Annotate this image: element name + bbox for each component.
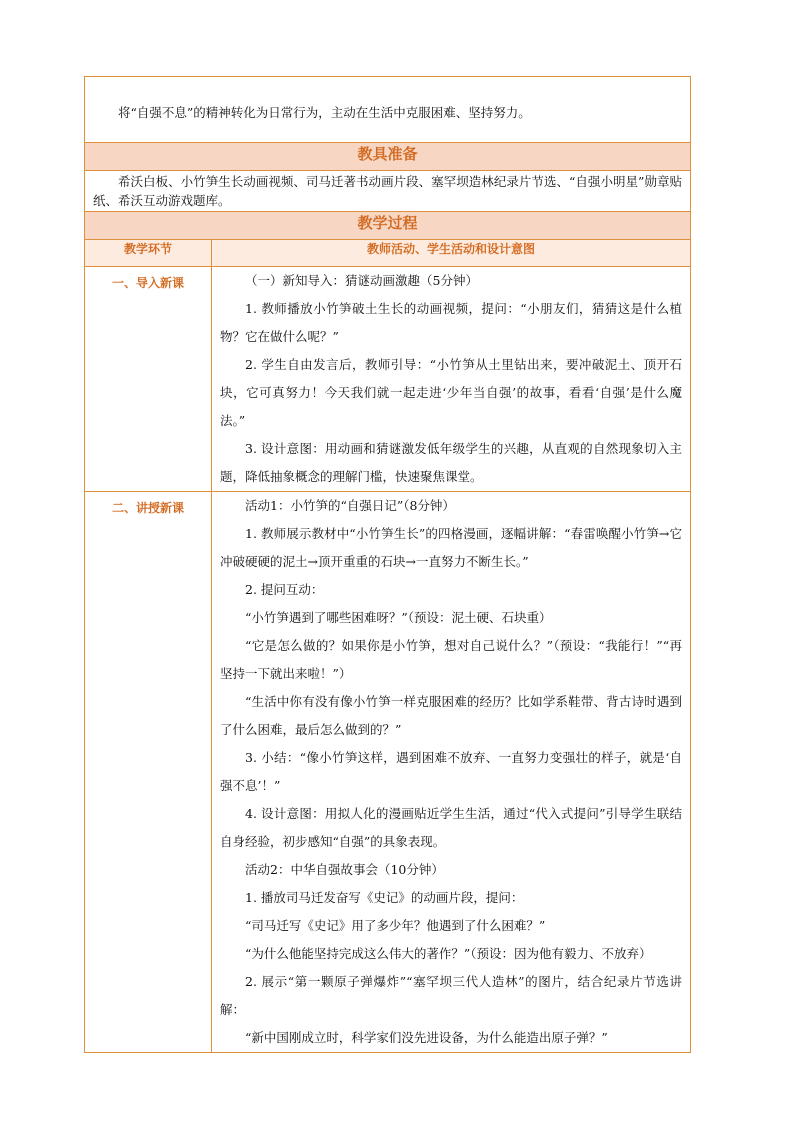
paragraph: （一）新知导入：猜谜动画激趣（5分钟） <box>245 273 478 288</box>
goal-text: 将“自强不息”的精神转化为日常行为，主动在生活中克服困难、坚持努力。 <box>118 105 531 120</box>
paragraph: 3. 设计意图：用动画和猜谜激发低年级学生的兴趣，从直观的自然现象切入主题，降低抽象概念的理解门槛，快速聚焦课堂。 <box>220 441 683 484</box>
process-heading: 教学过程 <box>85 212 691 240</box>
column-header-stage: 教学环节 <box>85 240 212 267</box>
paragraph: 1. 教师播放小竹笋破土生长的动画视频，提问：“小朋友们，猜猜这是什么植物？它在做什么呢？” <box>220 301 683 344</box>
table-row <box>85 492 691 1053</box>
lesson-plan-table <box>84 76 691 1053</box>
paragraph: 1. 播放司马迁发奋写《史记》的动画片段，提问： <box>245 890 524 905</box>
paragraph: “小竹笋遇到了哪些困难呀？”（预设：泥土硬、石块重） <box>245 610 552 625</box>
paragraph: “新中国刚成立时，科学家们没先进设备，为什么能造出原子弹？” <box>245 1030 608 1045</box>
prep-heading-row <box>85 143 691 171</box>
paragraph: 2. 展示“第一颗原子弹爆炸”“塞罕坝三代人造林”的图片，结合纪录片节选讲解： <box>220 974 683 1017</box>
paragraph: 2. 提问互动： <box>245 582 324 597</box>
paragraph: “司马迁写《史记》用了多少年？他遇到了什么困难？” <box>245 918 546 933</box>
paragraph: “它是怎么做的？如果你是小竹笋，想对自己说什么？”（预设：“我能行！”“再坚持一下就出来啦！”） <box>220 638 683 681</box>
activity-cell <box>212 267 691 492</box>
activity-cell <box>212 492 691 1053</box>
paragraph: 2. 学生自由发言后，教师引导：“小竹笋从土里钻出来，要冲破泥土、顶开石块，它可真努力！今天我们就一起走进‘少年当自强’的故事，看看‘自强’是什么魔法。” <box>220 357 683 428</box>
table-row <box>85 267 691 492</box>
paragraph: “为什么他能坚持完成这么伟大的著作？”（预设：因为他有毅力、不放弃） <box>245 946 652 961</box>
prep-row <box>85 171 691 212</box>
stage-label: 二、讲授新课 <box>85 492 212 1053</box>
prep-cell <box>85 171 691 212</box>
stage-label: 一、导入新课 <box>85 267 212 492</box>
column-header-activity: 教师活动、学生活动和设计意图 <box>212 240 691 267</box>
process-heading-row <box>85 212 691 240</box>
paragraph: 3. 小结：“像小竹笋这样，遇到困难不放弃、一直努力变强壮的样子，就是‘自强不息’！” <box>220 750 683 793</box>
paragraph: 活动1：小竹笋的“自强日记”（8分钟） <box>245 498 455 513</box>
paragraph: 活动2：中华自强故事会（10分钟） <box>245 862 444 877</box>
prep-heading: 教具准备 <box>85 143 691 171</box>
prep-text: 希沃白板、小竹笋生长动画视频、司马迁著书动画片段、塞罕坝造林纪录片节选、“自强小明星”勋章贴纸、希沃互动游戏题库。 <box>93 174 683 208</box>
paragraph: 4. 设计意图：用拟人化的漫画贴近学生生活，通过“代入式提问”引导学生联结自身经验，初步感知“自强”的具象表现。 <box>220 806 683 849</box>
paragraph: “生活中你有没有像小竹笋一样克服困难的经历？比如学系鞋带、背古诗时遇到了什么困难，最后怎么做到的？” <box>220 694 683 737</box>
goal-row <box>85 77 691 143</box>
paragraph: 1. 教师展示教材中“小竹笋生长”的四格漫画，逐幅讲解：“春雷唤醒小竹笋→它冲破硬硬的泥土→顶开重重的石块→一直努力不断生长。” <box>220 526 683 569</box>
column-header-row <box>85 240 691 267</box>
goal-cell <box>85 77 691 143</box>
